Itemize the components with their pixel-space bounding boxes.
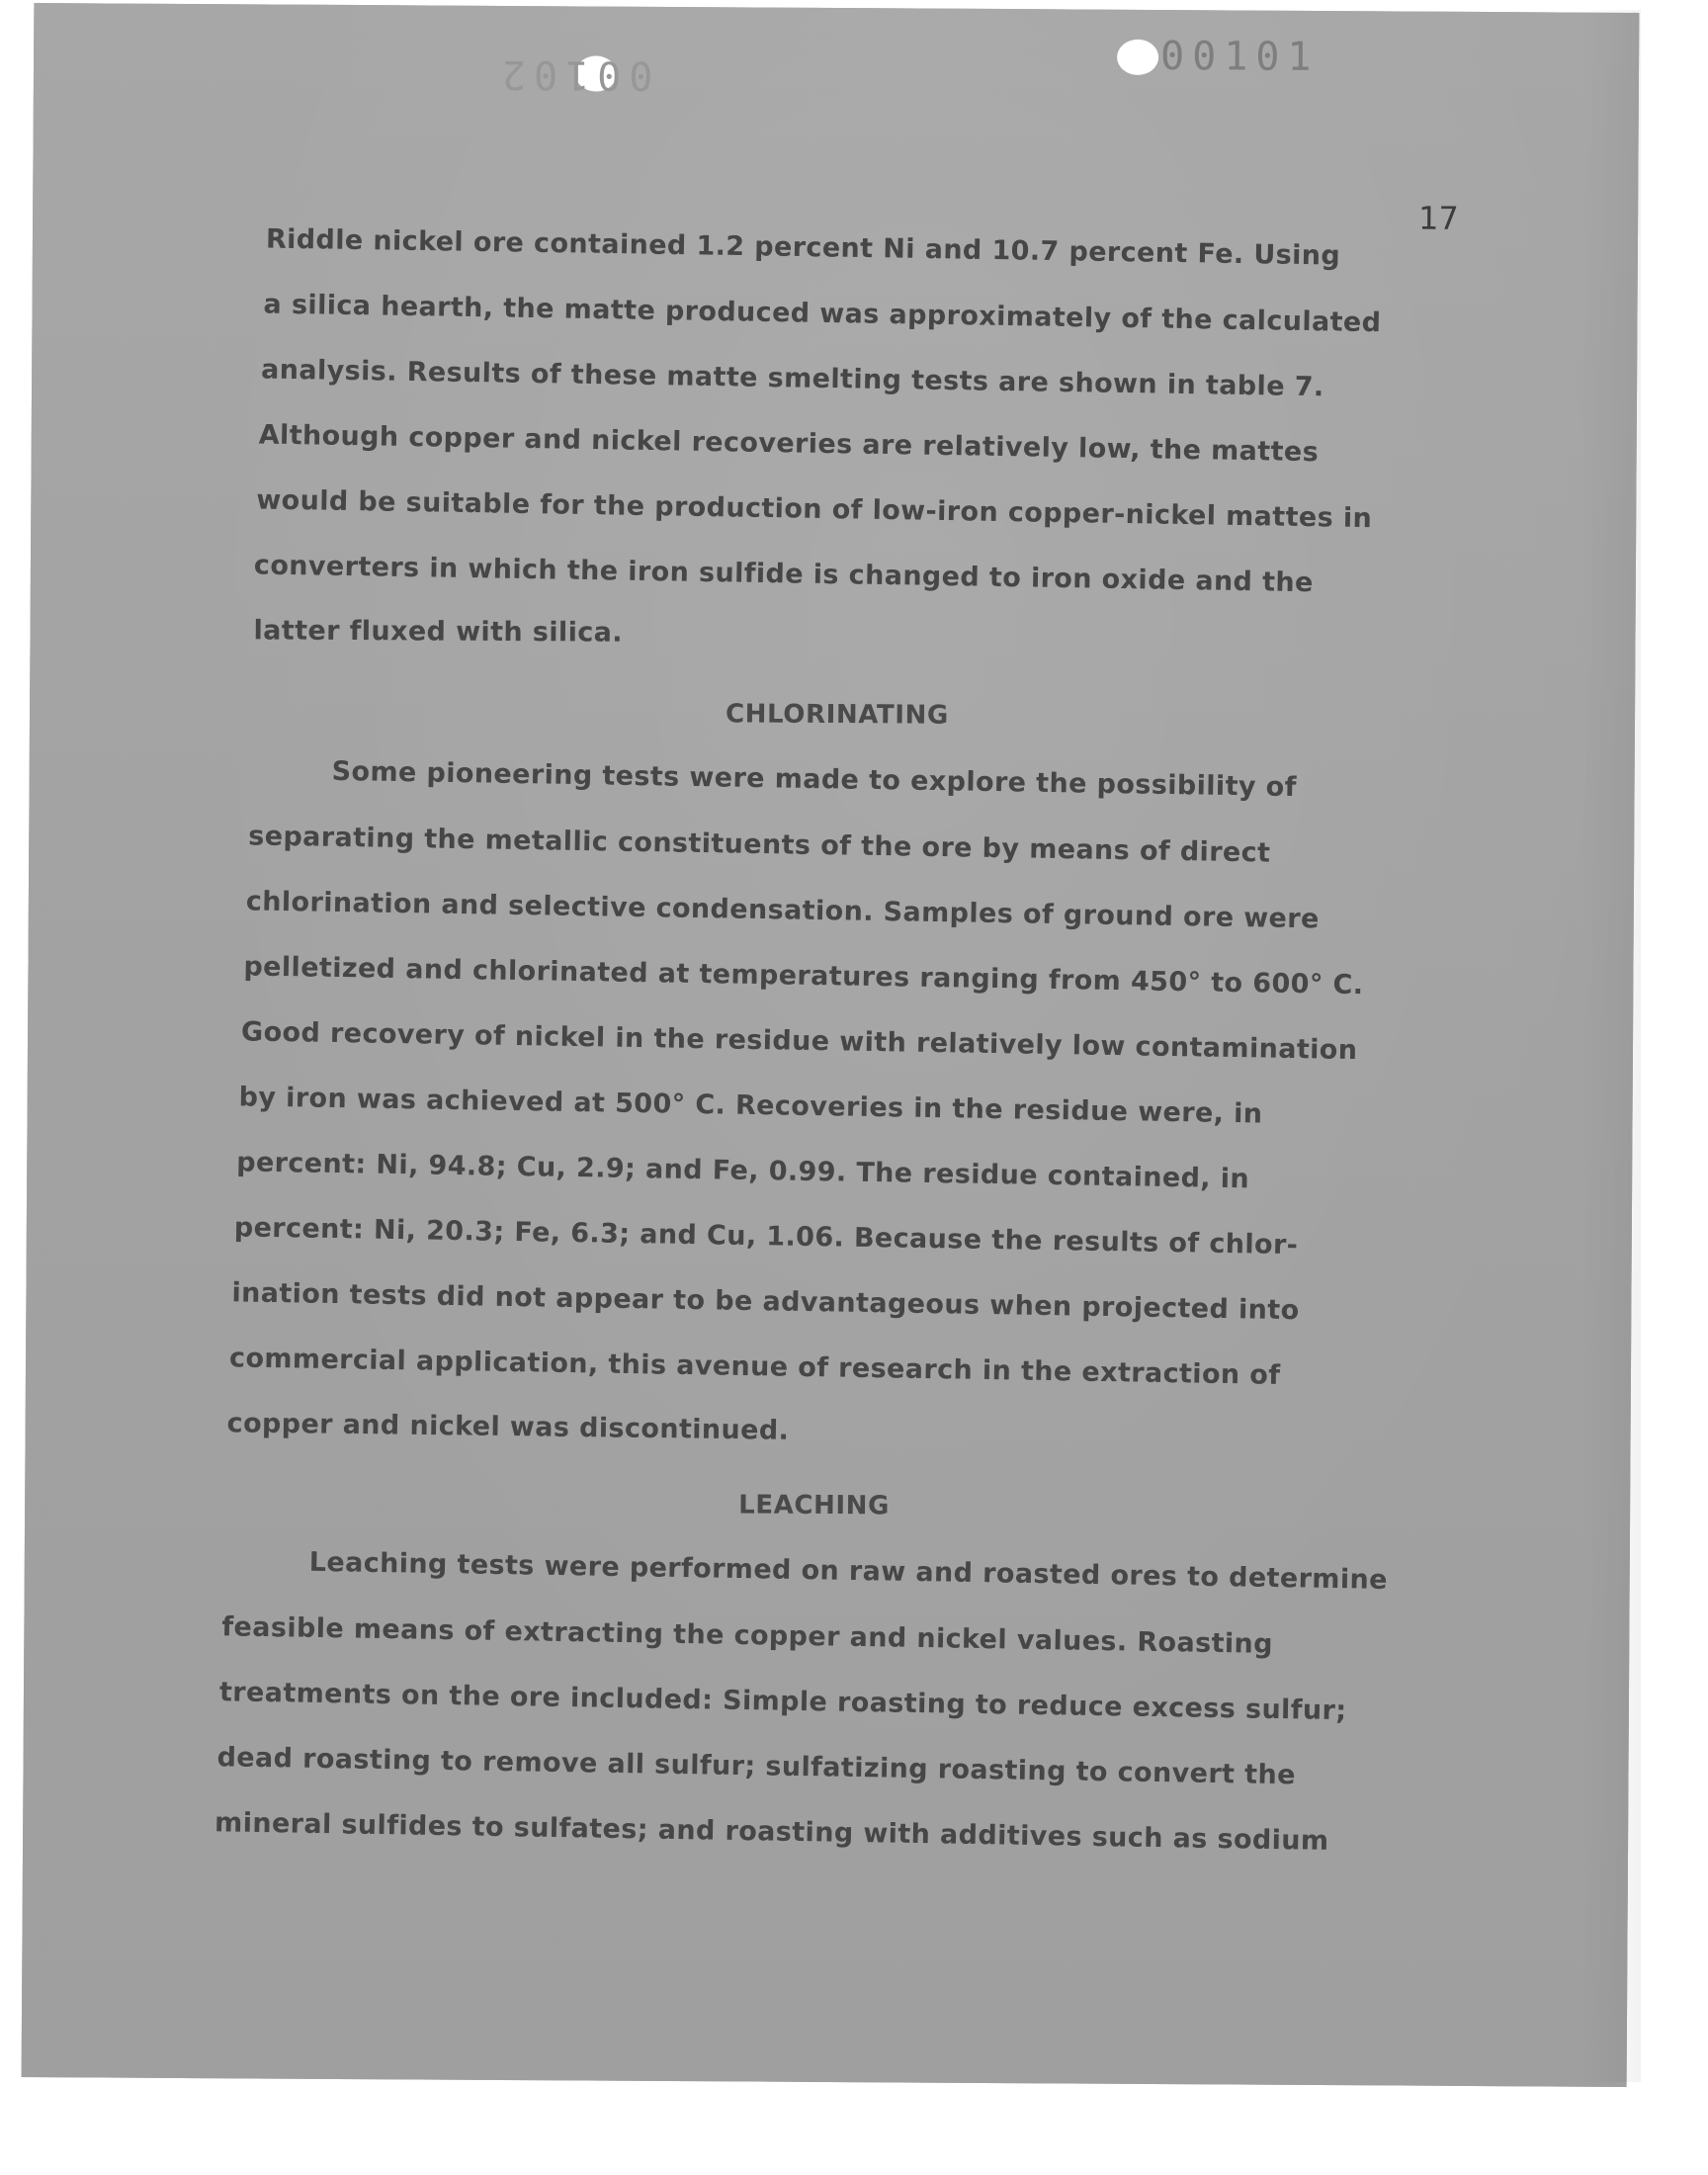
text-line: ination tests did not appear to be advantageous when projected into <box>231 1277 1300 1327</box>
paper-edge-shadow <box>1581 10 1641 2082</box>
text-line: copper and nickel was discontinued. <box>226 1408 790 1446</box>
text-line: by iron was achieved at 500° C. Recoveries in the residue were, in <box>238 1082 1263 1130</box>
text-line: Leaching tests were performed on raw and roasted ores to determine <box>308 1546 1389 1596</box>
stamp-number-left: 00102 <box>493 50 653 98</box>
text-line: converters in which the iron sulfide is changed to iron oxide and the <box>253 550 1314 599</box>
text-line: dead roasting to remove all sulfur; sulfatizing roasting to convert the <box>216 1742 1297 1791</box>
text-line: separating the metallic constituents of the ore by means of direct <box>248 821 1271 869</box>
text-line: treatments on the ore included: Simple roasting to reduce excess sulfur; <box>218 1677 1347 1727</box>
text-line: latter fluxed with silica. <box>253 615 624 649</box>
text-line: pelletized and chlorinated at temperatures ranging from 450° to 600° C. <box>243 951 1364 1001</box>
text-line: mineral sulfides to sulfates; and roasting with additives such as sodium <box>214 1807 1329 1857</box>
text-line: percent: Ni, 94.8; Cu, 2.9; and Fe, 0.99. The residue contained, in <box>236 1147 1250 1195</box>
text-line: feasible means of extracting the copper and nickel values. Roasting <box>221 1611 1274 1660</box>
text-line: chlorination and selective condensation. Samples of ground ore were <box>245 886 1320 935</box>
text-line: Some pioneering tests were made to explore the possibility of <box>331 755 1298 804</box>
text-line: would be suitable for the production of low-iron copper-nickel mattes in <box>256 484 1373 535</box>
text-line: commercial application, this avenue of research in the extraction of <box>228 1343 1281 1391</box>
text-line: Riddle nickel ore contained 1.2 percent Ni and 10.7 percent Fe. Using <box>265 223 1341 272</box>
page-number: 17 <box>1418 199 1459 237</box>
section-heading-leaching: LEACHING <box>738 1490 891 1522</box>
text-line: percent: Ni, 20.3; Fe, 6.3; and Cu, 1.06. Because the results of chlor- <box>233 1212 1299 1262</box>
text-line: Although copper and nickel recoveries are relatively low, the mattes <box>258 419 1320 469</box>
section-heading-chlorinating: CHLORINATING <box>725 699 949 731</box>
paper-sheet <box>22 3 1640 2087</box>
text-line: Good recovery of nickel in the residue with relatively low contamination <box>240 1016 1358 1067</box>
text-line: a silica hearth, the matte produced was approximately of the calculated <box>263 289 1382 339</box>
stamp-number-right: 00101 <box>1159 34 1320 81</box>
text-line: analysis. Results of these matte smelting tests are shown in table 7. <box>260 354 1324 403</box>
punch-hole-right <box>1117 40 1158 75</box>
